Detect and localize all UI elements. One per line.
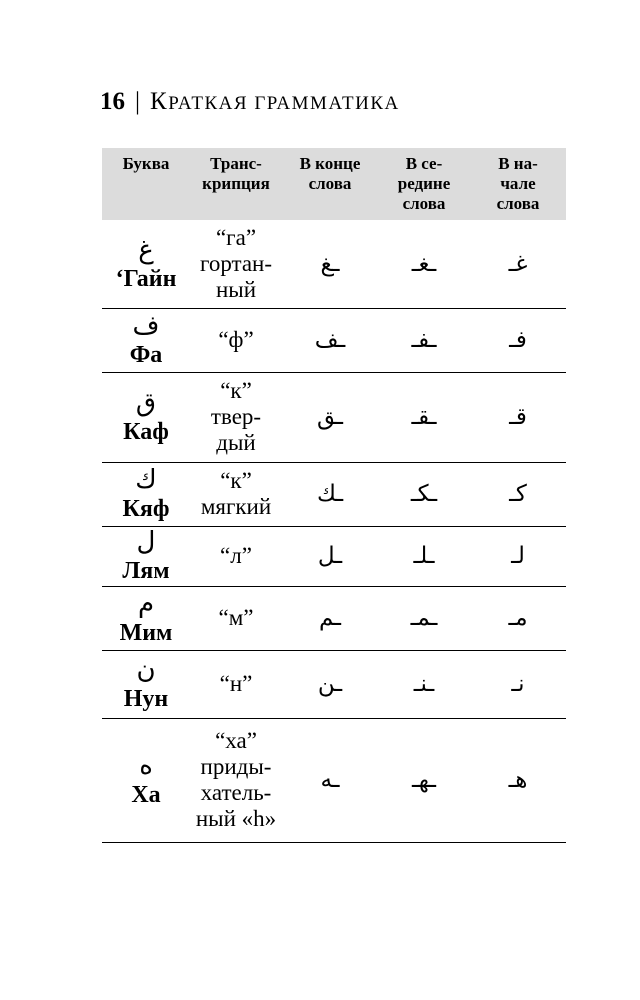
- medial-form-cell: ـلـ: [378, 526, 470, 586]
- arabic-letter: ف: [132, 311, 160, 341]
- table-row: [102, 462, 566, 526]
- letter-cell: [102, 586, 190, 650]
- final-form-cell: ـف: [282, 308, 378, 372]
- medial-form-cell: ـنـ: [378, 650, 470, 718]
- letter-name: Каф: [123, 419, 169, 445]
- transcription-cell: “м”: [190, 586, 282, 650]
- column-header-initial: В на- чале слова: [470, 148, 566, 220]
- arabic-letter: ه: [139, 751, 153, 781]
- initial-form-cell: هـ: [470, 718, 566, 842]
- letter-cell: [102, 308, 190, 372]
- table-row: [102, 586, 566, 650]
- running-title-initial: К: [150, 88, 169, 115]
- running-title: [150, 88, 400, 116]
- medial-form-cell: ـكـ: [378, 462, 470, 526]
- arabic-letter: ك: [135, 465, 157, 495]
- initial-form-cell: فـ: [470, 308, 566, 372]
- table-row: [102, 308, 566, 372]
- final-form-cell: ـق: [282, 372, 378, 462]
- medial-form-cell: ـمـ: [378, 586, 470, 650]
- column-header-letter: Буква: [102, 148, 190, 220]
- column-header-medial: В се- редине слова: [378, 148, 470, 220]
- table-row: [102, 526, 566, 586]
- column-header-final: В конце слова: [282, 148, 378, 220]
- arabic-letter: غ: [138, 234, 154, 265]
- final-form-cell: ـل: [282, 526, 378, 586]
- table-header-row: [102, 148, 566, 220]
- page-number: 16: [100, 88, 125, 115]
- table-row: [102, 220, 566, 308]
- letter-cell: [102, 372, 190, 462]
- table-body: [102, 220, 566, 842]
- transcription-cell: “к” твер- дый: [190, 372, 282, 462]
- medial-form-cell: ـهـ: [378, 718, 470, 842]
- medial-form-cell: ـفـ: [378, 308, 470, 372]
- letter-cell: [102, 220, 190, 308]
- letter-cell: [102, 650, 190, 718]
- final-form-cell: ـغ: [282, 220, 378, 308]
- running-title-rest: РАТКАЯ ГРАММАТИКА: [168, 93, 400, 114]
- table-row: [102, 372, 566, 462]
- transcription-cell: “н”: [190, 650, 282, 718]
- initial-form-cell: غـ: [470, 220, 566, 308]
- final-form-cell: ـه: [282, 718, 378, 842]
- page-header: [100, 88, 400, 116]
- letter-cell: [102, 462, 190, 526]
- letter-name: Лям: [122, 558, 170, 584]
- initial-form-cell: كـ: [470, 462, 566, 526]
- letter-name: Мим: [119, 620, 173, 646]
- letter-name: ‘Гайн: [115, 265, 177, 292]
- letter-cell: [102, 526, 190, 586]
- transcription-cell: “ф”: [190, 308, 282, 372]
- initial-form-cell: لـ: [470, 526, 566, 586]
- medial-form-cell: ـغـ: [378, 220, 470, 308]
- initial-form-cell: قـ: [470, 372, 566, 462]
- transcription-cell: “к” мягкий: [190, 462, 282, 526]
- letter-name: Нун: [123, 686, 169, 712]
- final-form-cell: ـن: [282, 650, 378, 718]
- transcription-cell: “л”: [190, 526, 282, 586]
- transcription-cell: “га” гортан- ный: [190, 220, 282, 308]
- table-row: [102, 650, 566, 718]
- header-separator: |: [135, 88, 141, 115]
- arabic-letter: ل: [136, 527, 156, 557]
- letter-name: Ха: [131, 782, 161, 808]
- table-row: [102, 718, 566, 842]
- arabic-letter: م: [137, 589, 155, 619]
- alphabet-table: [102, 148, 566, 843]
- arabic-letter: ن: [136, 655, 156, 685]
- column-header-transcription: Транс- крипция: [190, 148, 282, 220]
- transcription-cell: “ха” приды- хатель- ный «h»: [190, 718, 282, 842]
- final-form-cell: ـك: [282, 462, 378, 526]
- letter-name: Кяф: [122, 496, 170, 522]
- letter-cell: [102, 718, 190, 842]
- final-form-cell: ـم: [282, 586, 378, 650]
- letter-name: Фа: [129, 342, 163, 368]
- medial-form-cell: ـقـ: [378, 372, 470, 462]
- arabic-letter: ق: [135, 388, 157, 418]
- initial-form-cell: نـ: [470, 650, 566, 718]
- initial-form-cell: مـ: [470, 586, 566, 650]
